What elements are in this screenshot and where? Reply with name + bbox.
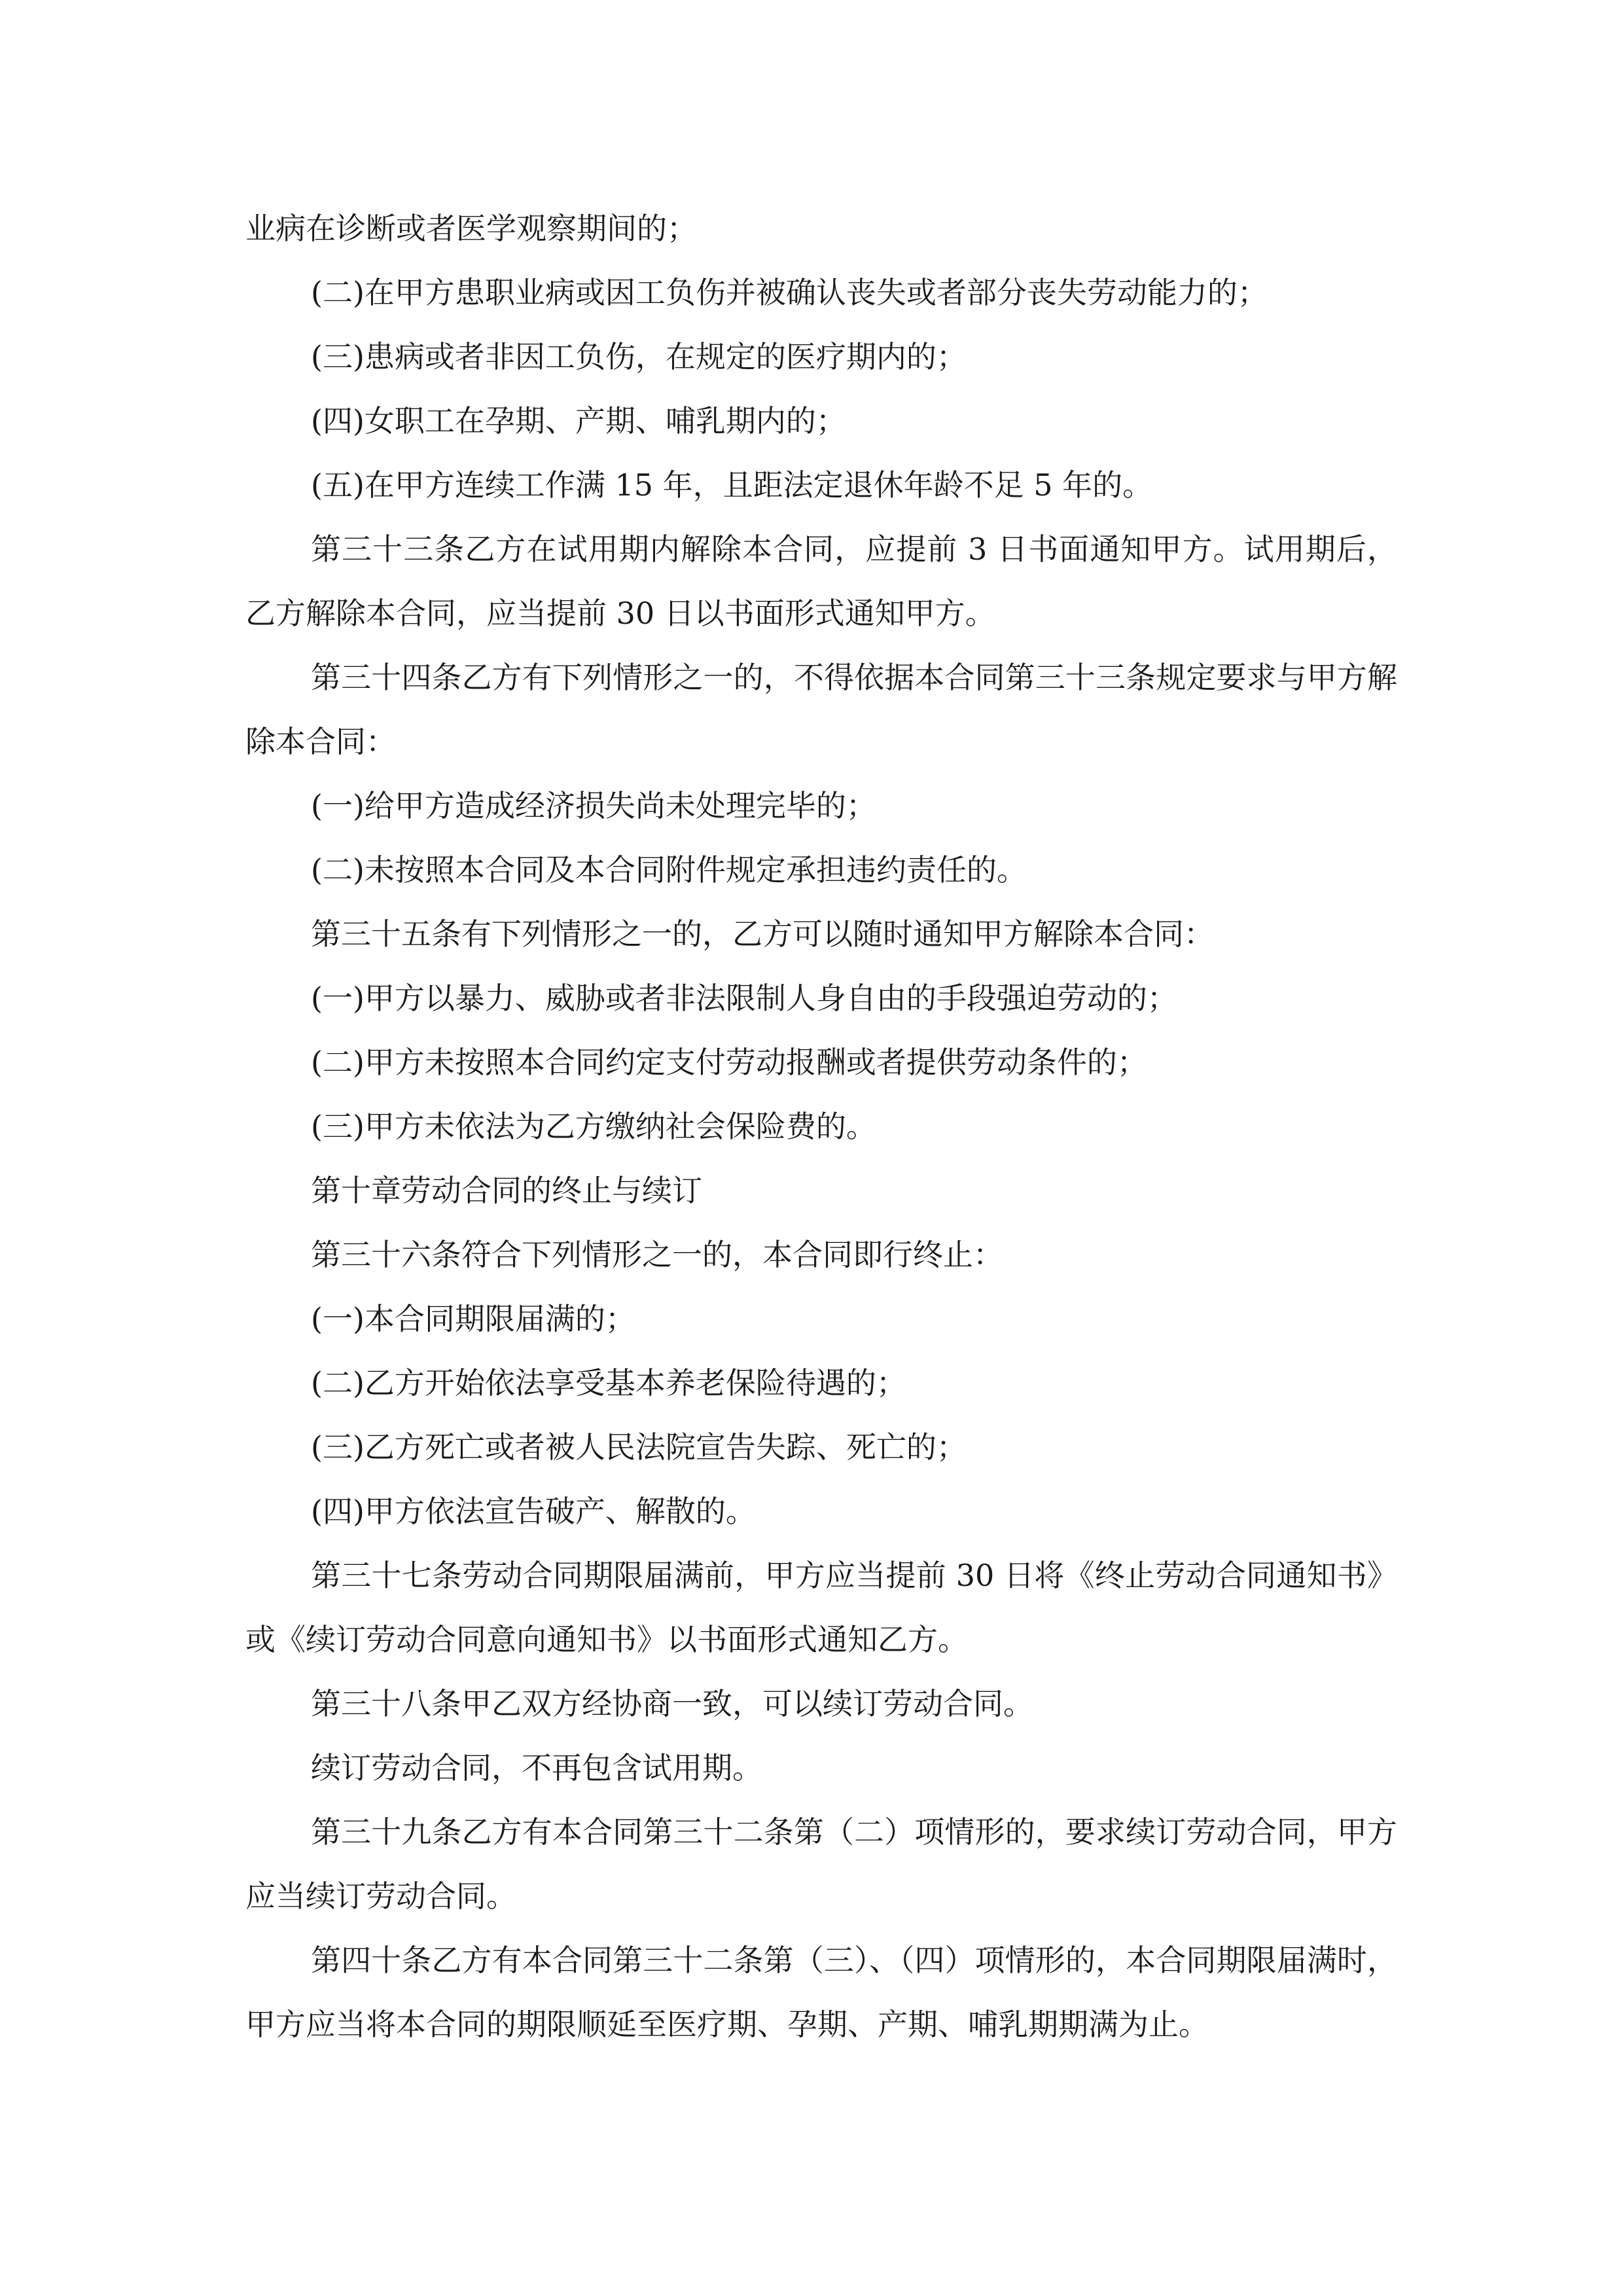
paragraph-item: (三)乙方死亡或者被人民法院宣告失踪、死亡的； [311, 1429, 967, 1465]
document-body [245, 196, 1397, 2056]
paragraph-article-39: 第三十九条乙方有本合同第三十二条第（二）项情形的，要求续订劳动合同，甲方应当续订劳动合同。 [245, 1814, 1397, 1914]
paragraph-item: (三)患病或者非因工负伤，在规定的医疗期内的； [311, 339, 967, 374]
paragraph-continuation: 业病在诊断或者医学观察期间的； [245, 211, 697, 246]
paragraph-article-33: 第三十三条乙方在试用期内解除本合同，应提前 3 日书面通知甲方。试用期后，乙方解除本合同，应当提前 30 日以书面形式通知甲方。 [245, 531, 1397, 631]
paragraph-article-35: 第三十五条有下列情形之一的，乙方可以随时通知甲方解除本合同： [311, 916, 1214, 952]
paragraph-article-36: 第三十六条符合下列情形之一的，本合同即行终止： [311, 1237, 1003, 1272]
paragraph-item: (二)在甲方患职业病或因工负伤并被确认丧失或者部分丧失劳动能力的； [311, 275, 1268, 310]
paragraph-item: (二)未按照本合同及本合同附件规定承担违约责任的。 [311, 852, 1027, 888]
paragraph-item: (二)乙方开始依法享受基本养老保险待遇的； [311, 1365, 906, 1401]
paragraph-item: (三)甲方未依法为乙方缴纳社会保险费的。 [311, 1109, 876, 1144]
paragraph-item: (一)甲方以暴力、威胁或者非法限制人身自由的手段强迫劳动的； [311, 980, 1177, 1016]
paragraph-article-38: 第三十八条甲乙双方经协商一致，可以续订劳动合同。 [311, 1686, 1033, 1721]
paragraph-item: 续订劳动合同，不再包含试用期。 [311, 1750, 762, 1785]
paragraph-item: (四)女职工在孕期、产期、哺乳期内的； [311, 403, 846, 439]
paragraph-article-34: 第三十四条乙方有下列情形之一的，不得依据本合同第三十三条规定要求与甲方解除本合同： [245, 660, 1397, 759]
paragraph-item: (一)本合同期限届满的； [311, 1301, 635, 1336]
paragraph-article-40: 第四十条乙方有本合同第三十二条第（三）、（四）项情形的，本合同期限届满时，甲方应当将本合同的期限顺延至医疗期、孕期、产期、哺乳期期满为止。 [245, 1943, 1397, 2042]
paragraph-item: (二)甲方未按照本合同约定支付劳动报酬或者提供劳动条件的； [311, 1045, 1147, 1080]
paragraph-item: (四)甲方依法宣告破产、解散的。 [311, 1494, 756, 1529]
paragraph-item: (五)在甲方连续工作满 15 年，且距法定退休年龄不足 5 年的。 [311, 467, 1153, 503]
paragraph-article-37: 第三十七条劳动合同期限届满前，甲方应当提前 30 日将《终止劳动合同通知书》或《续订劳动合同意向通知书》以书面形式通知乙方。 [245, 1558, 1397, 1657]
paragraph-item: (一)给甲方造成经济损失尚未处理完毕的； [311, 788, 876, 823]
chapter-heading: 第十章劳动合同的终止与续订 [311, 1173, 702, 1208]
